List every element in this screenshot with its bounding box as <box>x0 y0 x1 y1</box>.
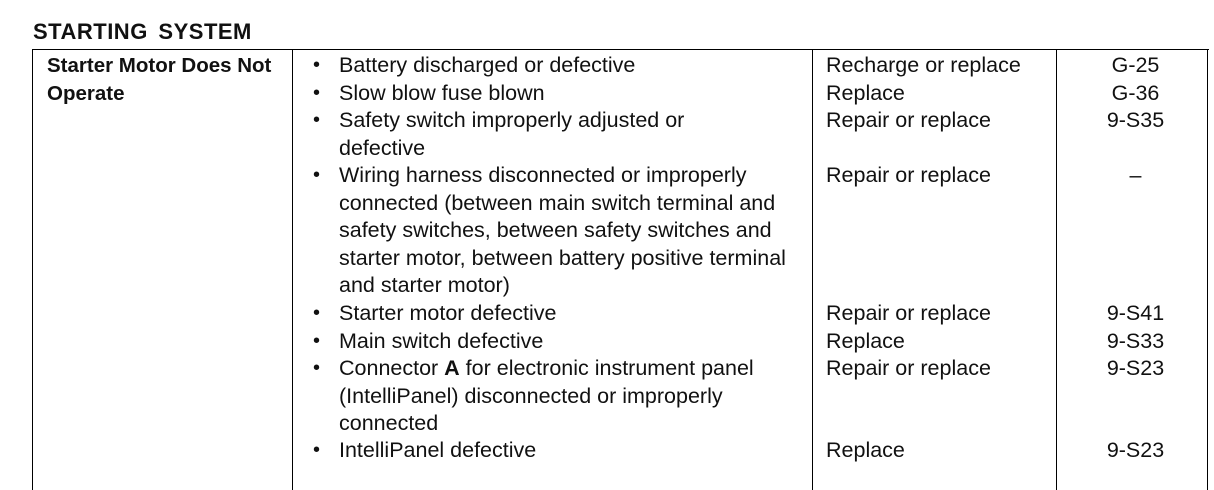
bullet: • <box>313 302 321 324</box>
bullet: • <box>313 439 321 461</box>
bullet: • <box>313 329 321 352</box>
bullet: • <box>313 54 321 76</box>
remedy-cell: Recharge or replace <box>826 53 1021 77</box>
reference-cell: 9-S33 <box>1106 328 1165 353</box>
remedy-cell: Replace <box>826 80 905 105</box>
bullet: • <box>313 81 321 104</box>
column-divider <box>812 50 813 490</box>
remedy-cell: Repair or replace <box>826 301 991 325</box>
remedy-cell: Repair or replace <box>826 108 991 132</box>
remedy-cell: Repair or replace <box>826 163 991 187</box>
reference-cell: G-36 <box>1111 80 1160 105</box>
cause-cell: Slow blow fuse blown <box>339 80 545 105</box>
cause-cell: Battery discharged or defective <box>339 53 636 77</box>
troubleshooting-table <box>32 49 1209 490</box>
reference-cell: 9-S41 <box>1106 301 1165 325</box>
cause-text: for electronic instrument panel (IntelliPanel) disconnected or improperly connected <box>339 356 754 435</box>
cause-cell: Safety switch improperly adjusted or defective <box>339 108 685 160</box>
section-title: STARTING SYSTEM <box>33 19 252 44</box>
remedy-cell: Replace <box>826 438 905 462</box>
cause-cell: Starter motor defective <box>339 301 557 325</box>
reference-cell: G-25 <box>1111 53 1160 77</box>
cause-cell: Main switch defective <box>339 328 544 353</box>
cause-cell: Wiring harness disconnected or improperly connected (between main switch terminal and safety switches, between safety switches and starter motor, between battery positive terminal and starter motor) <box>339 163 786 297</box>
reference-cell: 9-S23 <box>1106 356 1165 380</box>
connector-label: A <box>444 356 460 380</box>
cause-cell <box>339 355 789 438</box>
remedy-cell: Repair or replace <box>826 356 991 380</box>
bullet: • <box>313 164 321 186</box>
symptom-cell: Starter Motor Does Not Operate <box>47 54 272 105</box>
bullet: • <box>313 109 321 131</box>
reference-cell: 9-S23 <box>1106 438 1165 462</box>
cause-text: Connector <box>339 356 445 380</box>
remedy-cell: Replace <box>826 328 905 353</box>
reference-cell: 9-S35 <box>1106 108 1165 132</box>
cause-cell: IntelliPanel defective <box>339 438 537 462</box>
reference-cell: – <box>1129 163 1142 187</box>
bullet: • <box>313 357 321 379</box>
column-divider <box>292 50 293 490</box>
